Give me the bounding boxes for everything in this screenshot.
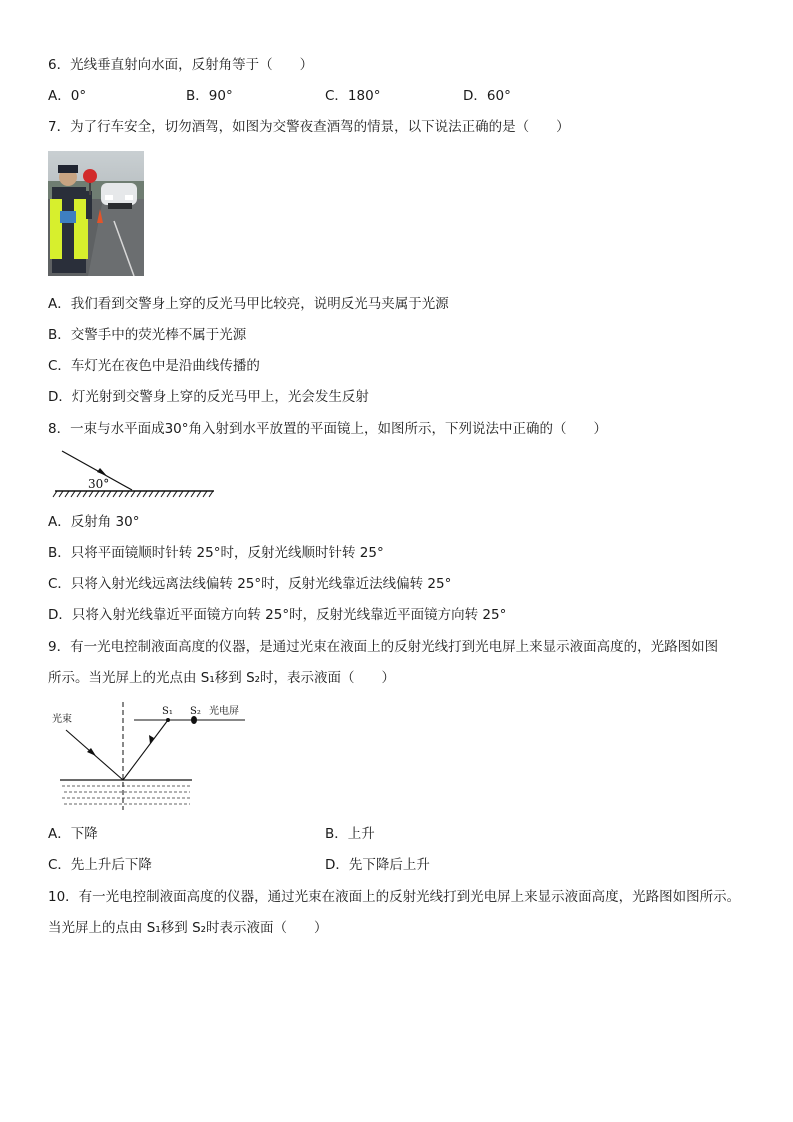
q8-option-b: B．只将平面镜顺时针转 25°时，反射光线顺时针转 25°	[48, 545, 384, 561]
q8-option-d: D．只将入射光线靠近平面镜方向转 25°时，反射光线靠近平面镜方向转 25°	[48, 607, 507, 623]
q9-light-path-diagram	[52, 700, 252, 812]
reflected-beam	[123, 720, 168, 780]
q6-option-b: B．90°	[186, 88, 233, 104]
q6-option-c: C．180°	[325, 88, 381, 104]
q10-stem-line1: 10．有一光电控制液面高度的仪器，通过光束在液面上的反射光线打到光电屏上来显示液面高度，光路图如图所示。	[48, 889, 741, 905]
q9-stem-line2: 所示。当光屏上的光点由 S₁移到 S₂时，表示液面（ ）	[48, 670, 396, 686]
point-s2	[191, 716, 197, 724]
q10-stem-line2: 当光屏上的点由 S₁移到 S₂时表示液面（ ）	[48, 920, 328, 936]
q8-mirror-diagram	[52, 448, 217, 500]
q8-angle-label: 30°	[88, 477, 110, 491]
q8-option-a: A．反射角 30°	[48, 514, 140, 530]
arrow-icon	[97, 468, 107, 476]
point-s1	[166, 718, 170, 722]
q9-stem-line1: 9．有一光电控制液面高度的仪器，是通过光束在液面上的反射光线打到光电屏上来显示液面高度的，光路图如图	[48, 639, 719, 655]
q9-option-b: B．上升	[325, 826, 375, 842]
q7-option-a: A．我们看到交警身上穿的反光马甲比较亮，说明反光马夹属于光源	[48, 296, 449, 312]
q9-option-c: C．先上升后下降	[48, 857, 152, 873]
q6-stem: 6．光线垂直射向水面，反射角等于（ ）	[48, 57, 314, 73]
q7-option-b: B．交警手中的荧光棒不属于光源	[48, 327, 247, 343]
q7-photo-traffic-police	[48, 151, 144, 276]
q8-stem: 8．一束与水平面成30°角入射到水平放置的平面镜上，如图所示，下列说法中正确的（ ）	[48, 421, 608, 437]
q8-option-c: C．只将入射光线远离法线偏转 25°时，反射光线靠近法线偏转 25°	[48, 576, 452, 592]
q9-s1-label: S₁	[162, 706, 173, 717]
q7-option-d: D．灯光射到交警身上穿的反光马甲上，光会发生反射	[48, 389, 369, 405]
q9-screen-label: 光电屏	[209, 706, 239, 717]
q9-option-a: A．下降	[48, 826, 98, 842]
q6-option-d: D．60°	[463, 88, 511, 104]
q7-option-c: C．车灯光在夜色中是沿曲线传播的	[48, 358, 260, 374]
q9-option-d: D．先下降后上升	[325, 857, 430, 873]
q7-stem: 7．为了行车安全，切勿酒驾，如图为交警夜查酒驾的情景，以下说法正确的是（ ）	[48, 119, 570, 135]
q9-s2-label: S₂	[190, 706, 201, 717]
q9-beam-label: 光束	[52, 714, 72, 725]
q6-option-a: A．0°	[48, 88, 87, 104]
